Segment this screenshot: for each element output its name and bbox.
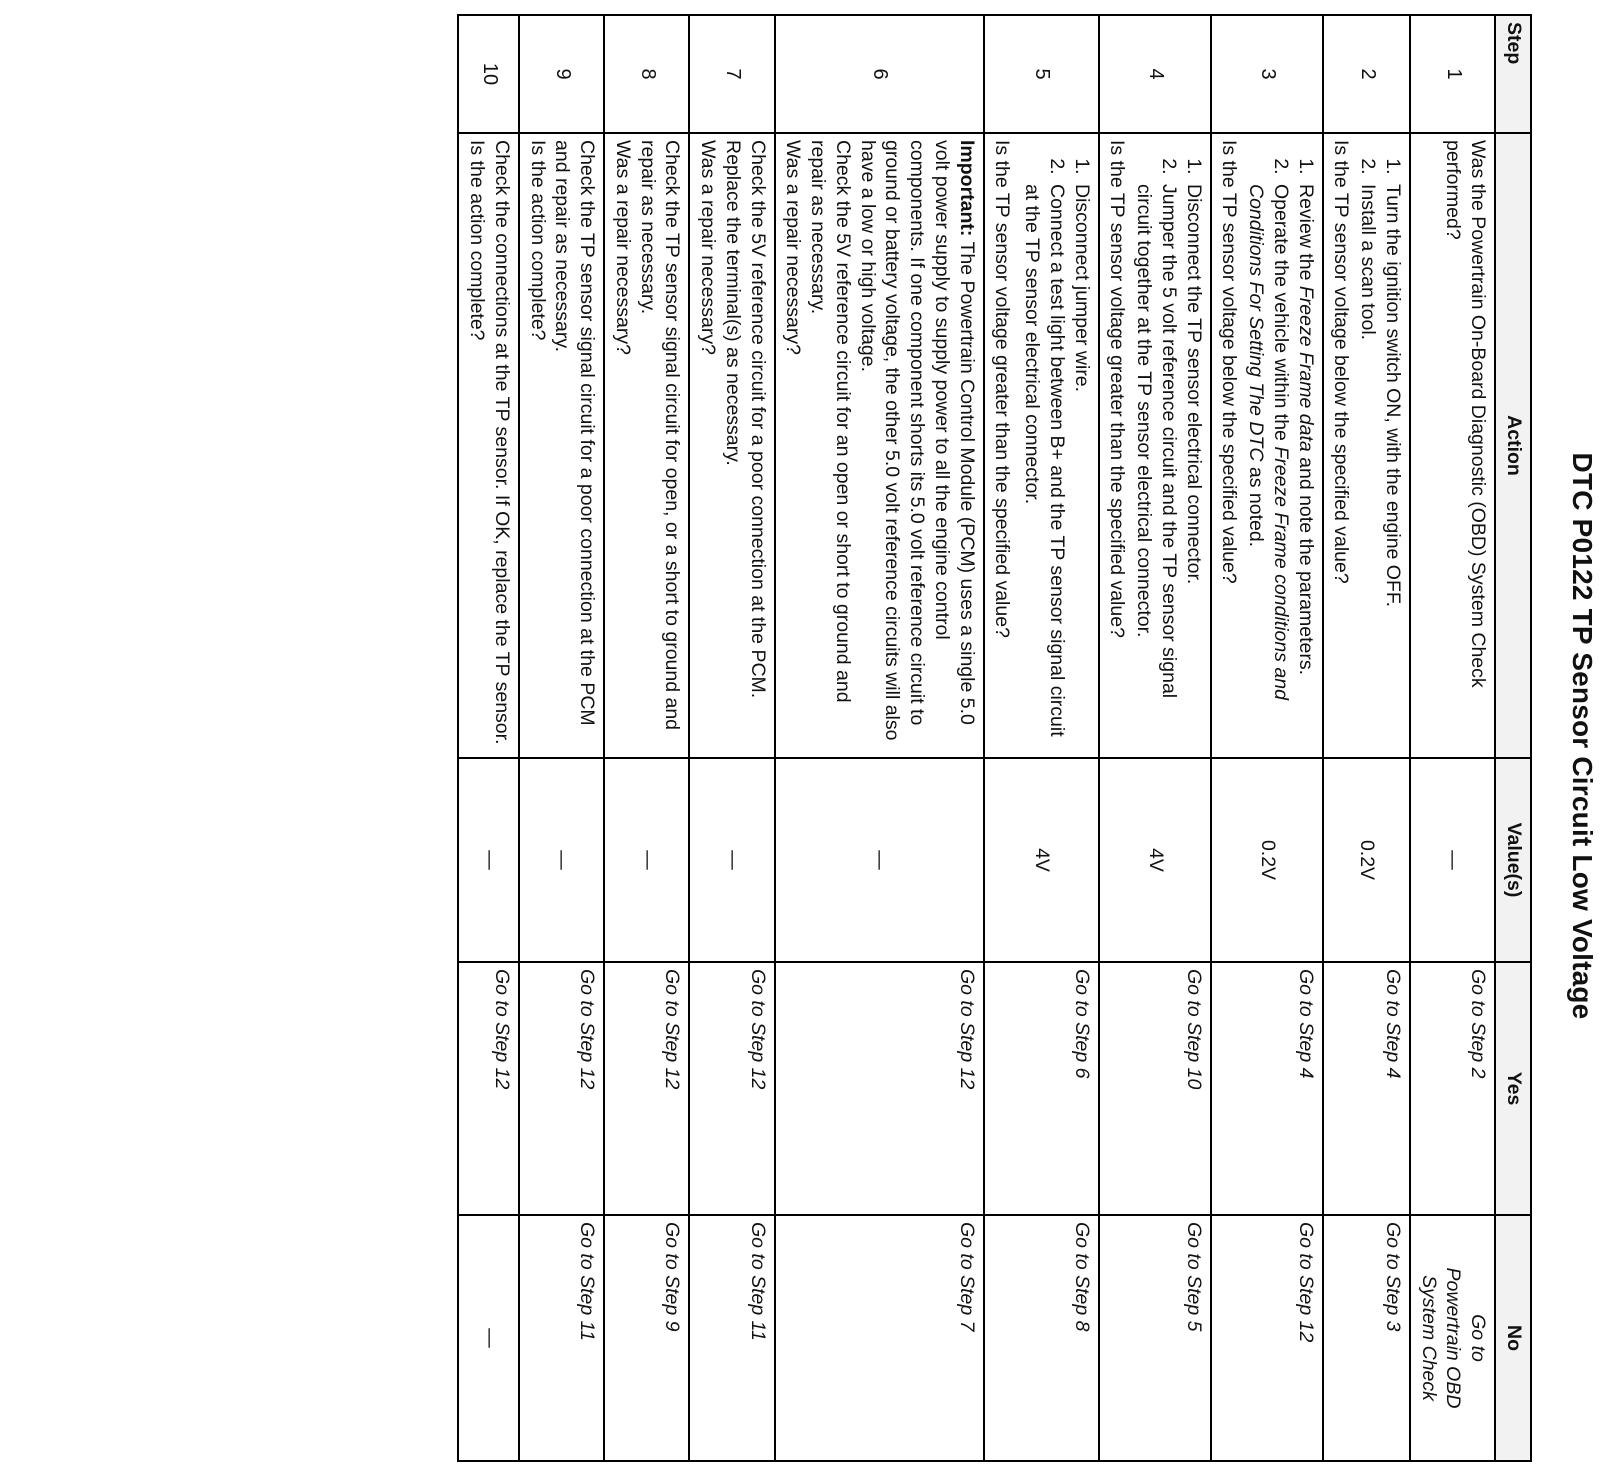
important-text: The Powertrain Control Module (PCM) uses a single 5.0 volt power supply to supply power to all the engine control components. If one component shorts its 5.0 volt reference circuit to ground or battery voltage, the other 5.0 volt reference circuits will also have a low or high voltage.: [856, 140, 978, 741]
action-question: Was the Powertrain On-Board Diagnostic (OBD) System Check performed?: [1442, 140, 1490, 688]
table-row: [519, 15, 604, 1461]
action-list-item: 2. Jumper the 5 volt reference circuit and the TP sensor signal circuit together at the TP sensor electrical connector.: [1132, 180, 1182, 751]
action-list-item: [1244, 180, 1294, 751]
table-row: [1099, 15, 1211, 1461]
action-cell: [1410, 133, 1495, 758]
step-number: 10: [459, 15, 520, 133]
value-cell: —: [690, 758, 775, 962]
table-row: [690, 15, 775, 1461]
yes-cell: Go to Step 12: [459, 962, 520, 1215]
yes-cell: Go to Step 4: [1323, 962, 1410, 1215]
yes-cell: Go to Step 2: [1410, 962, 1495, 1215]
action-list: [1356, 140, 1406, 751]
step-number: 5: [984, 15, 1099, 133]
value-cell: —: [519, 758, 604, 962]
action-cell: [459, 133, 520, 758]
no-cell: Go to Step 8: [984, 1215, 1099, 1461]
action-list: [1244, 140, 1318, 751]
action-cell: [984, 133, 1099, 758]
action-question: Is the TP sensor voltage greater than the specified value?: [1106, 140, 1129, 638]
action-question: Is the action complete?: [466, 140, 489, 341]
no-line: Go to: [1467, 1314, 1490, 1362]
value-cell: —: [1410, 758, 1495, 962]
action-cell: [1211, 133, 1323, 758]
value-cell: 4V: [984, 758, 1099, 962]
table-row: [984, 15, 1099, 1461]
action-question: Is the TP sensor voltage greater than the specified value?: [991, 140, 1014, 638]
table-row: [459, 15, 520, 1461]
list-text: Operate the vehicle within the: [1270, 184, 1292, 447]
action-instruction: Check the 5V reference circuit for a poor connection at the PCM. Replace the terminal(s) as necessary.: [722, 140, 769, 699]
action-list-item: 2. Install a scan tool.: [1356, 180, 1381, 751]
no-cell: Go to Step 11: [519, 1215, 604, 1461]
value-cell: —: [459, 758, 520, 962]
no-line: System Check: [1417, 1275, 1440, 1401]
action-question: Was a repair necessary?: [782, 140, 805, 355]
action-question: Was a repair necessary?: [612, 140, 634, 355]
value-cell: 4V: [1099, 758, 1211, 962]
action-list-item: 1. Turn the ignition switch ON, with the engine OFF.: [1380, 180, 1405, 751]
table-header-row: [1495, 15, 1531, 1461]
value-cell: 0.2V: [1323, 758, 1410, 962]
value-cell: 0.2V: [1211, 758, 1323, 962]
action-list-item: 2. Connect a test light between B+ and the TP sensor signal circuit at the TP sensor electrical connector.: [1020, 180, 1070, 751]
diagnostic-table: [458, 14, 1533, 1462]
action-cell: [1323, 133, 1410, 758]
list-text-italic: Freeze Frame data: [1294, 285, 1317, 452]
step-number: 2: [1323, 15, 1410, 133]
step-number: 9: [519, 15, 604, 133]
table-row: [1323, 15, 1410, 1461]
action-cell: [690, 133, 775, 758]
value-cell: —: [775, 758, 984, 962]
header-yes: Yes: [1495, 962, 1531, 1215]
action-instruction: Check the connections at the TP sensor. If OK, replace the TP sensor.: [491, 140, 513, 745]
no-cell: —: [459, 1215, 520, 1461]
table-row: [1410, 15, 1495, 1461]
action-list: [1132, 140, 1206, 751]
action-cell: [519, 133, 604, 758]
yes-cell: Go to Step 12: [519, 962, 604, 1215]
table-row: [1211, 15, 1323, 1461]
no-cell: Go to Step 3: [1323, 1215, 1410, 1461]
step-number: 4: [1099, 15, 1211, 133]
important-note: [855, 140, 979, 751]
step-number: 8: [604, 15, 689, 133]
no-cell: Go to Step 9: [604, 1215, 689, 1461]
header-value: Value(s): [1495, 758, 1531, 962]
yes-cell: Go to Step 10: [1099, 962, 1211, 1215]
no-cell: Go to Step 5: [1099, 1215, 1211, 1461]
no-cell: Go to Step 12: [1211, 1215, 1323, 1461]
header-step: Step: [1495, 15, 1531, 133]
no-cell: [1410, 1215, 1495, 1461]
action-question: Is the action complete?: [526, 140, 549, 341]
table-row: [604, 15, 689, 1461]
list-text: and note the parameters.: [1294, 451, 1317, 676]
no-cell: Go to Step 7: [775, 1215, 984, 1461]
yes-cell: Go to Step 12: [604, 962, 689, 1215]
action-list: [1020, 140, 1094, 751]
action-instruction: Check the 5V reference circuit for an open or short to ground and repair as necessary.: [807, 140, 854, 703]
no-line: Powertrain OBD: [1442, 1267, 1465, 1409]
action-question: Is the TP sensor voltage below the specified value?: [1218, 140, 1241, 584]
header-action: Action: [1495, 133, 1531, 758]
value-cell: —: [604, 758, 689, 962]
step-number: 7: [690, 15, 775, 133]
step-number: 6: [775, 15, 984, 133]
action-cell: [775, 133, 984, 758]
action-list-item: [1293, 180, 1318, 751]
action-question: Was a repair necessary?: [697, 140, 720, 355]
action-question: Is the TP sensor voltage below the specified value?: [1330, 140, 1353, 584]
list-text: Review the: [1294, 184, 1317, 286]
yes-cell: Go to Step 6: [984, 962, 1099, 1215]
step-number: 3: [1211, 15, 1323, 133]
action-list-item: 1. Disconnect jumper wire.: [1069, 180, 1094, 751]
action-cell: [604, 133, 689, 758]
header-no: No: [1495, 1215, 1531, 1461]
list-text: as noted.: [1245, 461, 1268, 548]
yes-cell: Go to Step 4: [1211, 962, 1323, 1215]
action-list-item: 1. Disconnect the TP sensor electrical connector.: [1181, 180, 1206, 751]
yes-cell: Go to Step 12: [775, 962, 984, 1215]
action-instruction: Check the TP sensor signal circuit for a poor connection at the PCM and repair as necessary.: [551, 140, 599, 726]
list-text-italic: Freeze Frame conditions and Conditions For Setting The DTC: [1245, 184, 1292, 700]
no-cell: Go to Step 11: [690, 1215, 775, 1461]
step-number: 1: [1410, 15, 1495, 133]
important-label: Important:: [955, 140, 978, 237]
action-instruction: Check the TP sensor signal circuit for open, or a short to ground and repair as necessary.: [636, 140, 684, 731]
table-row: [775, 15, 984, 1461]
action-cell: [1099, 133, 1211, 758]
document-title: DTC P0122 TP Sensor Circuit Low Voltage: [1567, 452, 1598, 1020]
yes-cell: Go to Step 12: [690, 962, 775, 1215]
